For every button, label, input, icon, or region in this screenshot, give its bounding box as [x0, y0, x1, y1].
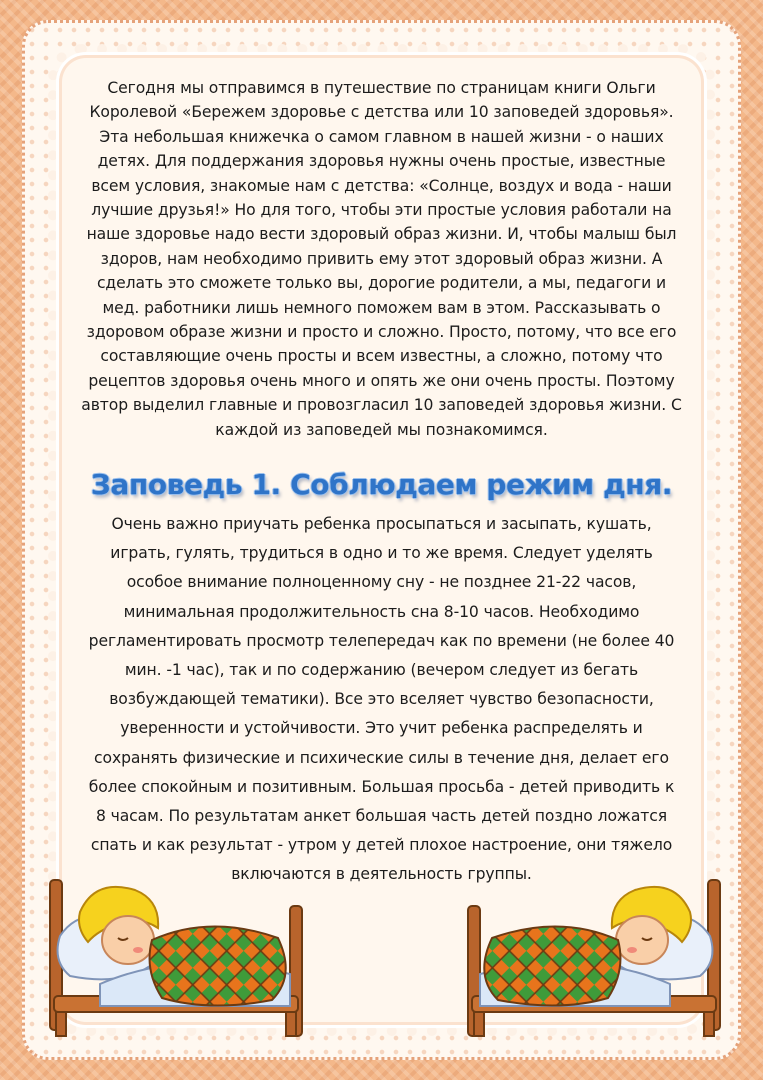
commandment-body: Очень важно приучать ребенка просыпаться и засыпать, кушать, играть, гулять, трудиться в одно и то же время. Следует уделять особое внимание полноценному сну - не позднее 21-22 часов, минимальная продолжительность сна 8-10 часов. Необходимо регламентировать просмотр телепередач как по времени (не более 40 мин. -1 час), так и по содержанию (вечером следует из бегать возбуждающей тематики). Все это вселяет чувство безопасности, уверенности и устойчивости. Это учит ребенка распределять и сохранять физические и психические силы в течение дня, делает его более спокойным и позитивным. Большая просьба - детей приводить к 8 часам. По результатам анкет большая часть детей поздно ложатся спать и как результат - утром у детей плохое настроение, они тяжело включаются в деятельность группы. — [88, 515, 675, 884]
commandment-heading: Заповедь 1. Соблюдаем режим дня. — [90, 468, 673, 501]
sleeping-child-bed-left — [40, 866, 330, 1046]
sleeping-child-bed-right — [440, 866, 730, 1046]
intro-paragraph: Сегодня мы отправимся в путешествие по страницам книги Ольги Королевой «Бережем здоровье с детства или 10 заповедей здоровья». Эта небольшая книжечка о самом главном в нашей жизни - о наших детях. Для поддержания здоровья нужны очень простые, известные всем условия, знакомые нам с детства: «Солнце, воздух и вода - наши лучшие друзья!» Но для того, чтобы эти простые условия работали на наше здоровье надо вести здоровый образ жизни. И, чтобы малыш был здоров, нам необходимо привить ему этот здоровый образ жизни. А сделать это сможете только вы, дорогие родители, а мы, педагоги и мед. работники лишь немного поможем вам в этом. Рассказывать о здоровом образе жизни и просто и сложно. Просто, потому, что все его составляющие очень просты и всем известны, а сложно, потому что рецептов здоровья очень много и опять же они очень просты. Поэтому автор выделил главные и провозгласил 10 заповедей здоровья жизни. С каждой из заповедей мы познакомимся. — [81, 79, 682, 439]
